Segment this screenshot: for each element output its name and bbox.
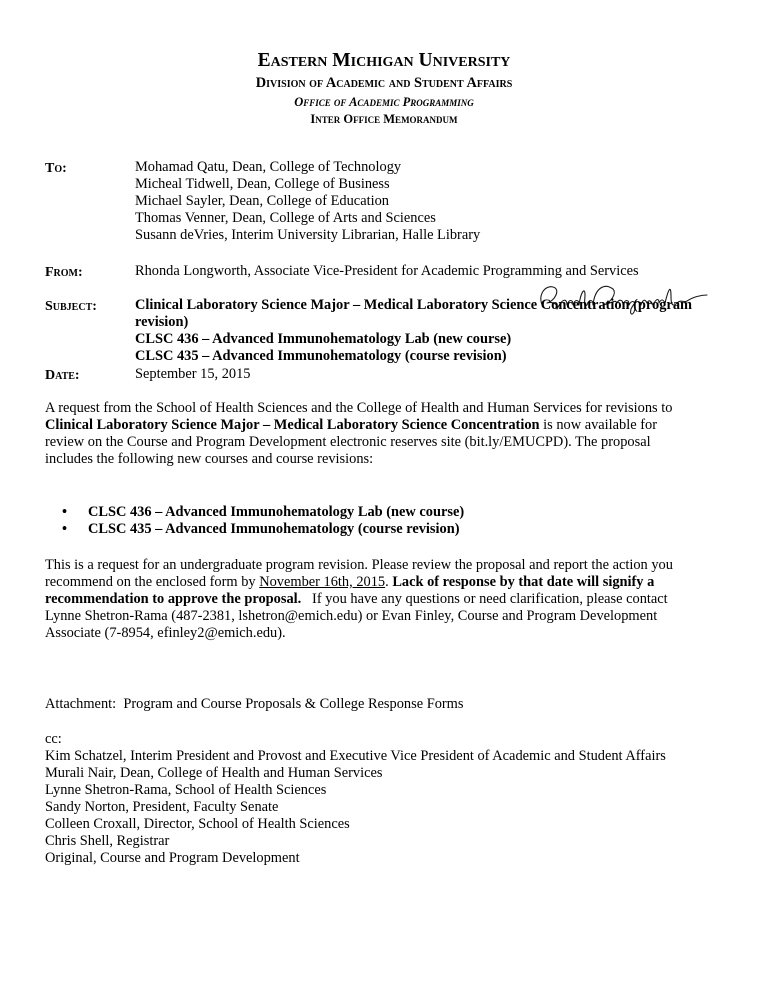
bullet-item	[62, 504, 464, 521]
paragraph-text: .	[385, 574, 393, 590]
cc-block	[45, 731, 735, 867]
paragraph-text: is now available for	[539, 417, 658, 433]
paragraph-bold-text: Lack of response by that date will signify a	[392, 574, 655, 590]
date-value	[135, 366, 735, 383]
paragraph-line	[45, 591, 735, 608]
to-label: To:	[45, 161, 67, 176]
subject-lines	[135, 297, 735, 365]
paragraph-line: Lynne Shetron-Rama (487-2381, lshetron@emich.edu) or Evan Finley, Course and Program Development	[45, 608, 658, 624]
course-bullet-list	[62, 504, 464, 538]
to-recipients	[135, 159, 735, 244]
attachment-text: Attachment: Program and Course Proposals & College Response Forms	[45, 696, 464, 712]
paragraph-line: review on the Course and Program Development electronic reserves site (bit.ly/EMUCPD). The proposal	[45, 434, 651, 450]
recipient: Thomas Venner, Dean, College of Arts and Sciences	[135, 210, 436, 226]
university-name: Eastern Michigan University	[257, 50, 511, 71]
cc-recipient: Sandy Norton, President, Faculty Senate	[45, 799, 279, 815]
paragraph-line	[45, 417, 735, 434]
bullet-icon: •	[62, 521, 68, 537]
recipient: Michael Sayler, Dean, College of Education	[135, 193, 389, 209]
recipient: Mohamad Qatu, Dean, College of Technology	[135, 159, 402, 175]
paragraph-text: If you have any questions or need clarification, please contact	[301, 591, 668, 607]
recipient: Micheal Tidwell, Dean, College of Business	[135, 176, 390, 192]
bullet-text: CLSC 435 – Advanced Immunohematology (course revision)	[88, 521, 460, 537]
cc-recipient: Chris Shell, Registrar	[45, 833, 170, 849]
subject-label: Subject:	[45, 299, 97, 314]
from-label: From:	[45, 265, 83, 280]
memo-date: September 15, 2015	[135, 366, 251, 382]
attachment-line	[45, 696, 735, 713]
cc-label: cc:	[45, 731, 62, 747]
paragraph-line	[45, 574, 735, 591]
division-name: Division of Academic and Student Affairs	[255, 75, 513, 91]
paragraph-line: This is a request for an undergraduate program revision. Please review the proposal and report the action you	[45, 557, 673, 573]
request-paragraph	[45, 557, 735, 642]
from-sender: Rhonda Longworth, Associate Vice-President for Academic Programming and Services	[135, 263, 639, 279]
paragraph-line: Associate (7-8954, efinley2@emich.edu).	[45, 625, 286, 641]
office-name: Office of Academic Programming	[294, 95, 474, 109]
cc-recipient: Lynne Shetron-Rama, School of Health Sciences	[45, 782, 327, 798]
cc-recipient: Murali Nair, Dean, College of Health and Human Services	[45, 765, 383, 781]
subject-line: revision)	[135, 314, 189, 330]
cc-recipient: Colleen Croxall, Director, School of Health Sciences	[45, 816, 350, 832]
subject-line: Clinical Laboratory Science Major – Medical Laboratory Science Concentration (program	[135, 297, 693, 313]
paragraph-text: recommend on the enclosed form by	[45, 574, 260, 590]
bullet-icon: •	[62, 504, 68, 520]
paragraph-line: includes the following new courses and course revisions:	[45, 451, 374, 467]
deadline-date: November 16th, 2015	[259, 574, 386, 590]
cc-recipient: Kim Schatzel, Interim President and Provost and Executive Vice President of Academic and Student Affairs	[45, 748, 666, 764]
cc-recipient: Original, Course and Program Development	[45, 850, 300, 866]
bullet-text: CLSC 436 – Advanced Immunohematology Lab (new course)	[88, 504, 465, 520]
paragraph-bold-text: recommendation to approve the proposal.	[45, 591, 302, 607]
subject-line: CLSC 435 – Advanced Immunohematology (course revision)	[135, 348, 507, 364]
subject-line: CLSC 436 – Advanced Immunohematology Lab (new course)	[135, 331, 512, 347]
paragraph-line: A request from the School of Health Sciences and the College of Health and Human Services for revisions to	[45, 400, 673, 416]
bullet-item	[62, 521, 464, 538]
memo-type: Inter Office Memorandum	[310, 112, 458, 126]
date-label: Date:	[45, 368, 80, 383]
intro-paragraph	[45, 400, 735, 468]
program-name: Clinical Laboratory Science Major – Medical Laboratory Science Concentration	[45, 417, 540, 433]
recipient: Susann deVries, Interim University Librarian, Halle Library	[135, 227, 481, 243]
